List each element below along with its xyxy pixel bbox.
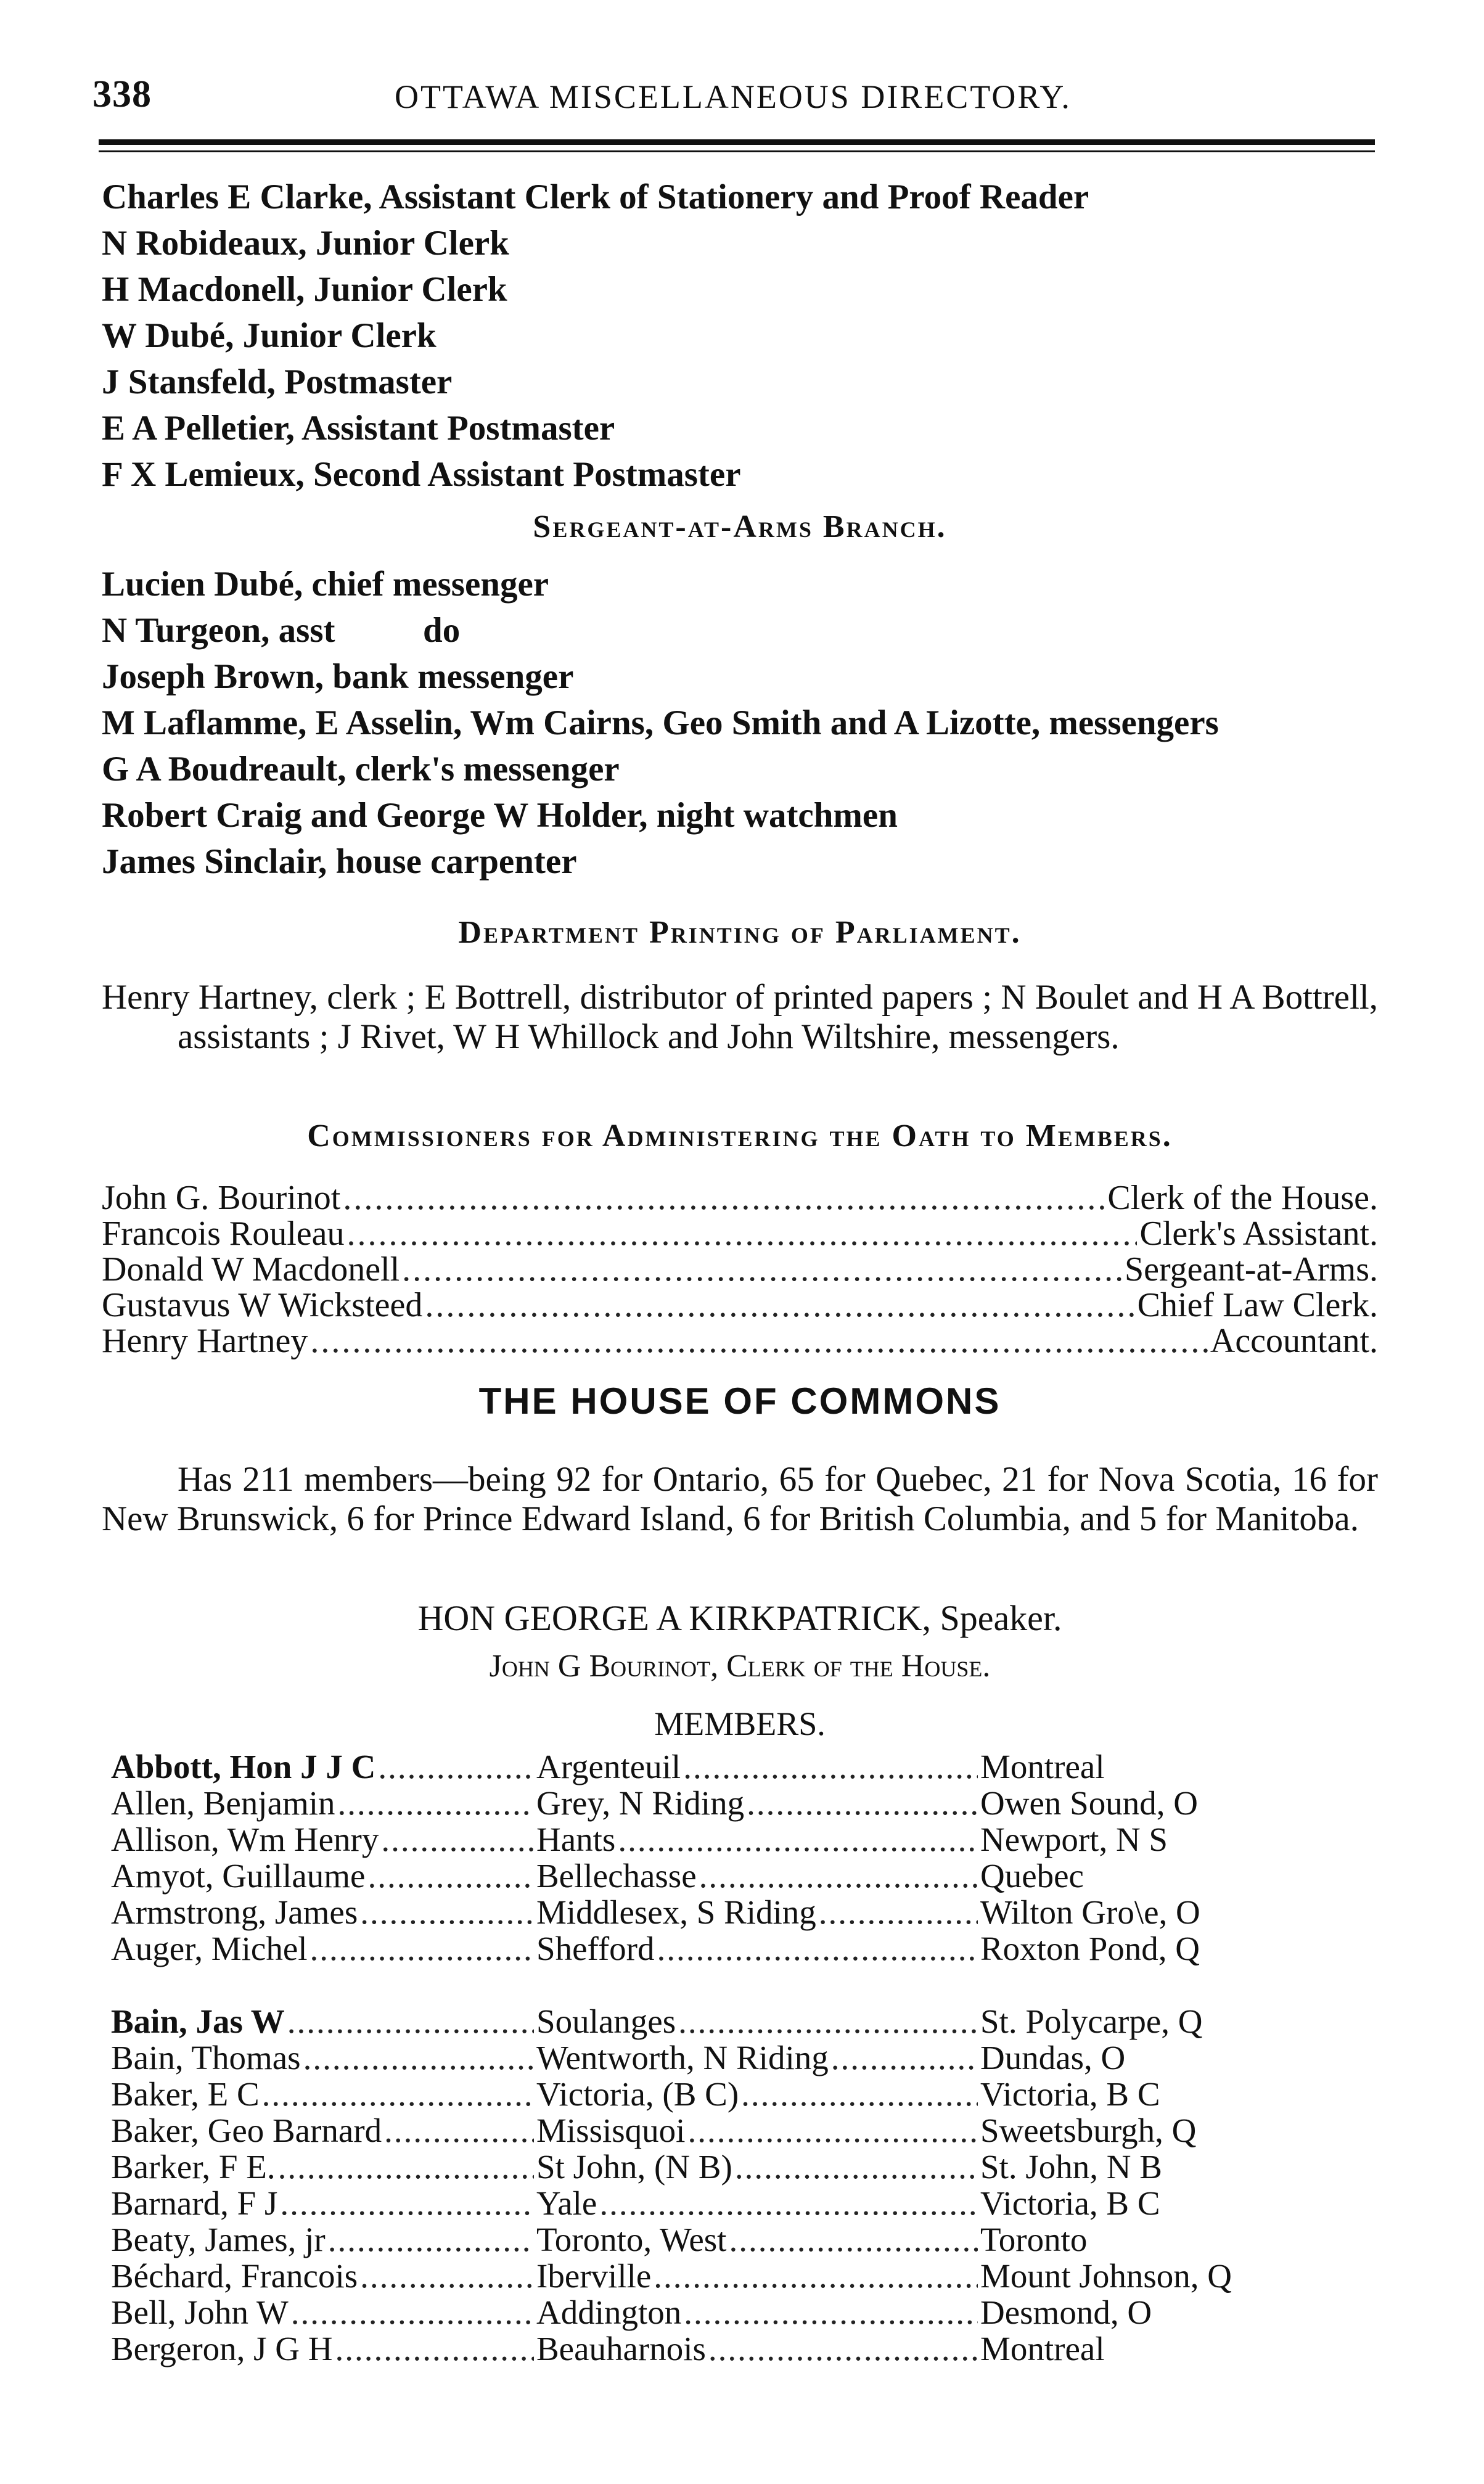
list-item: J Stansfeld, Postmaster [102, 363, 453, 401]
dot-leader [729, 2221, 978, 2258]
dot-leader [278, 2149, 534, 2185]
dot-leader [687, 2112, 978, 2149]
member-riding: St John, (N B) [536, 2148, 732, 2186]
member-place: Dundas, O [980, 2039, 1126, 2076]
section-heading: Sergeant-at-Arms Branch. [533, 509, 947, 544]
commissioner-row [102, 1323, 1378, 1359]
dot-leader [599, 2185, 978, 2221]
member-place: St. John, N B [980, 2148, 1162, 2186]
dot-leader [735, 2149, 978, 2185]
member-name: Bergeron, J G H [111, 2330, 333, 2367]
list-item: H Macdonell, Junior Clerk [102, 270, 507, 309]
member-row [111, 1821, 1295, 1858]
member-name: Barnard, F J [111, 2184, 278, 2222]
commissioner-title: Sergeant-at-Arms. [1124, 1250, 1378, 1289]
commissioner-row [102, 1216, 1378, 1252]
member-name: Baker, Geo Barnard [111, 2112, 382, 2149]
member-name: Amyot, Guillaume [111, 1857, 366, 1895]
dot-leader [819, 1894, 978, 1930]
dot-leader [346, 1216, 1137, 1252]
dot-leader [384, 2112, 534, 2149]
dot-leader [654, 2258, 978, 2294]
member-place: Mount Johnson, Q [980, 2257, 1232, 2295]
member-row [111, 2221, 1295, 2258]
dot-leader [291, 2294, 534, 2330]
commissioner-title: Accountant. [1210, 1322, 1378, 1360]
dot-leader [657, 1930, 978, 1967]
member-riding: Beauharnois [536, 2330, 706, 2367]
commissioner-title: Clerk's Assistant. [1139, 1215, 1378, 1253]
member-riding: Victoria, (B C) [536, 2075, 739, 2113]
member-row [111, 2149, 1295, 2185]
list-item: G A Boudreault, clerk's messenger [102, 750, 620, 789]
dot-leader [741, 2076, 978, 2112]
commissioner-name: Henry Hartney [102, 1322, 308, 1360]
member-riding: Argenteuil [536, 1748, 681, 1785]
member-name: Abbott, Hon J J C [111, 1748, 376, 1785]
sergeant-branch [102, 506, 1378, 885]
member-riding: Bellechasse [536, 1857, 697, 1895]
commissioner-name: Gustavus W Wicksteed [102, 1286, 423, 1324]
dot-leader [425, 1287, 1134, 1323]
dot-leader [262, 2076, 534, 2112]
member-name: Allen, Benjamin [111, 1784, 335, 1822]
house-of-commons-title: THE HOUSE OF COMMONS [478, 1380, 1001, 1422]
dot-leader [684, 2294, 978, 2330]
dot-leader [360, 1894, 534, 1930]
member-riding: Missisquoi [536, 2112, 686, 2149]
dot-leader [310, 1323, 1208, 1359]
member-place: Montreal [980, 2330, 1105, 2367]
dot-leader [381, 1821, 534, 1858]
member-place: Victoria, B C [980, 2184, 1160, 2222]
dot-leader [402, 1252, 1122, 1287]
printing-section [102, 911, 1378, 1057]
member-riding: Iberville [536, 2257, 652, 2295]
member-place: Sweetsburgh, Q [980, 2112, 1197, 2149]
member-place: Toronto [980, 2221, 1088, 2258]
member-place: St. Polycarpe, Q [980, 2002, 1203, 2040]
member-name: Bain, Thomas [111, 2039, 301, 2076]
dot-leader [303, 2039, 534, 2076]
commissioner-name: John G. Bourinot [102, 1179, 341, 1217]
commissioner-title: Chief Law Clerk. [1137, 1286, 1378, 1324]
dot-leader [378, 1748, 534, 1785]
commons-intro [102, 1460, 1378, 1539]
dot-leader [831, 2039, 978, 2076]
speaker-line: HON GEORGE A KIRKPATRICK, Speaker. [417, 1598, 1062, 1638]
section-heading: Commissioners for Administering the Oath to Members. [307, 1118, 1173, 1154]
clerk-line: John G Bourinot, Clerk of the House. [489, 1649, 991, 1684]
member-riding: Soulanges [536, 2002, 676, 2040]
member-row [111, 2112, 1295, 2149]
member-riding: Shefford [536, 1930, 655, 1967]
dot-leader [360, 2258, 534, 2294]
member-place: Montreal [980, 1748, 1105, 1785]
commons-officers [102, 1594, 1378, 1748]
member-row [111, 2039, 1295, 2076]
list-item: W Dubé, Junior Clerk [102, 316, 437, 355]
dot-leader [280, 2185, 534, 2221]
commissioner-row [102, 1252, 1378, 1287]
member-riding: Addington [536, 2293, 682, 2331]
member-riding: Grey, N Riding [536, 1784, 745, 1822]
member-name: Bain, Jas W [111, 2002, 285, 2040]
dot-leader [310, 1930, 534, 1967]
dot-leader [678, 2003, 978, 2039]
dot-leader [328, 2221, 534, 2258]
list-item: Joseph Brown, bank messenger [102, 657, 574, 696]
member-row [111, 1748, 1295, 1785]
dot-leader [343, 1180, 1105, 1216]
list-item: Robert Craig and George W Holder, night watchmen [102, 796, 898, 835]
members-list [111, 1748, 1295, 2367]
member-name: Auger, Michel [111, 1930, 308, 1967]
member-row [111, 2330, 1295, 2367]
member-place: Wilton Gro\e, O [980, 1893, 1200, 1931]
member-row [111, 2185, 1295, 2221]
member-row [111, 1930, 1295, 1967]
member-place: Newport, N S [980, 1821, 1168, 1858]
member-riding: Toronto, West [536, 2221, 727, 2258]
list-item: Lucien Dubé, chief messenger [102, 565, 549, 604]
dot-leader [699, 1858, 978, 1894]
member-row [111, 1894, 1295, 1930]
member-name: Baker, E C [111, 2075, 260, 2113]
commissioners-section [102, 1115, 1378, 1359]
commissioner-row [102, 1287, 1378, 1323]
member-row [111, 1858, 1295, 1894]
member-place: Roxton Pond, Q [980, 1930, 1200, 1967]
letter-gap [111, 1967, 1295, 2003]
dot-leader [287, 2003, 534, 2039]
clerks-list [102, 174, 1378, 498]
member-riding: Wentworth, N Riding [536, 2039, 829, 2076]
member-row [111, 2003, 1295, 2039]
member-row [111, 2294, 1295, 2330]
header-rule-thin [99, 150, 1375, 152]
header-rule-thick [99, 139, 1375, 145]
member-name: Barker, F E. [111, 2148, 276, 2186]
page-number: 338 [92, 73, 152, 115]
list-item: James Sinclair, house carpenter [102, 842, 577, 881]
member-riding: Middlesex, S Riding [536, 1893, 816, 1931]
member-name: Armstrong, James [111, 1893, 358, 1931]
list-item: M Laflamme, E Asselin, Wm Cairns, Geo Smith and A Lizotte, messengers [102, 703, 1219, 742]
dot-leader [367, 1858, 534, 1894]
member-row [111, 2258, 1295, 2294]
member-name: Allison, Wm Henry [111, 1821, 379, 1858]
list-item: Charles E Clarke, Assistant Clerk of Stationery and Proof Reader [102, 178, 1089, 216]
commons-intro-paragraph: Has 211 members—being 92 for Ontario, 65 for Quebec, 21 for Nova Scotia, 16 for New Brunswick, 6 for Prince Edward Island, 6 for British Columbia, and 5 for Manitoba. [102, 1460, 1378, 1538]
list-item: N Robideaux, Junior Clerk [102, 224, 509, 263]
list-item: F X Lemieux, Second Assistant Postmaster [102, 455, 741, 494]
running-head [92, 73, 1381, 128]
member-place: Victoria, B C [980, 2075, 1160, 2113]
member-row [111, 1785, 1295, 1821]
member-row [111, 2076, 1295, 2112]
commissioner-title: Clerk of the House. [1107, 1179, 1378, 1217]
list-item: N Turgeon, asst do [102, 611, 461, 650]
members-heading: MEMBERS. [654, 1705, 826, 1742]
member-name: Béchard, Francois [111, 2257, 358, 2295]
dot-leader [338, 1785, 534, 1821]
member-place: Owen Sound, O [980, 1784, 1198, 1822]
dot-leader [335, 2330, 535, 2367]
dot-leader [683, 1748, 978, 1785]
section-heading: Department Printing of Parliament. [458, 915, 1022, 950]
running-title: OTTAWA MISCELLANEOUS DIRECTORY. [395, 78, 1072, 115]
member-riding: Hants [536, 1821, 616, 1858]
printing-paragraph: Henry Hartney, clerk ; E Bottrell, distributor of printed papers ; N Boulet and H A Bottrell, assistants ; J Rivet, W H Whillock and John Wiltshire, messengers. [102, 978, 1378, 1056]
member-place: Desmond, O [980, 2293, 1152, 2331]
list-item: E A Pelletier, Assistant Postmaster [102, 409, 615, 448]
dot-leader [747, 1785, 978, 1821]
commissioner-name: Donald W Macdonell [102, 1250, 400, 1289]
commissioner-name: Francois Rouleau [102, 1215, 345, 1253]
member-place: Quebec [980, 1857, 1084, 1895]
member-name: Bell, John W [111, 2293, 289, 2331]
dot-leader [708, 2330, 978, 2367]
commissioner-row [102, 1180, 1378, 1216]
dot-leader [618, 1821, 978, 1858]
member-name: Beaty, James, jr [111, 2221, 326, 2258]
member-riding: Yale [536, 2184, 597, 2222]
